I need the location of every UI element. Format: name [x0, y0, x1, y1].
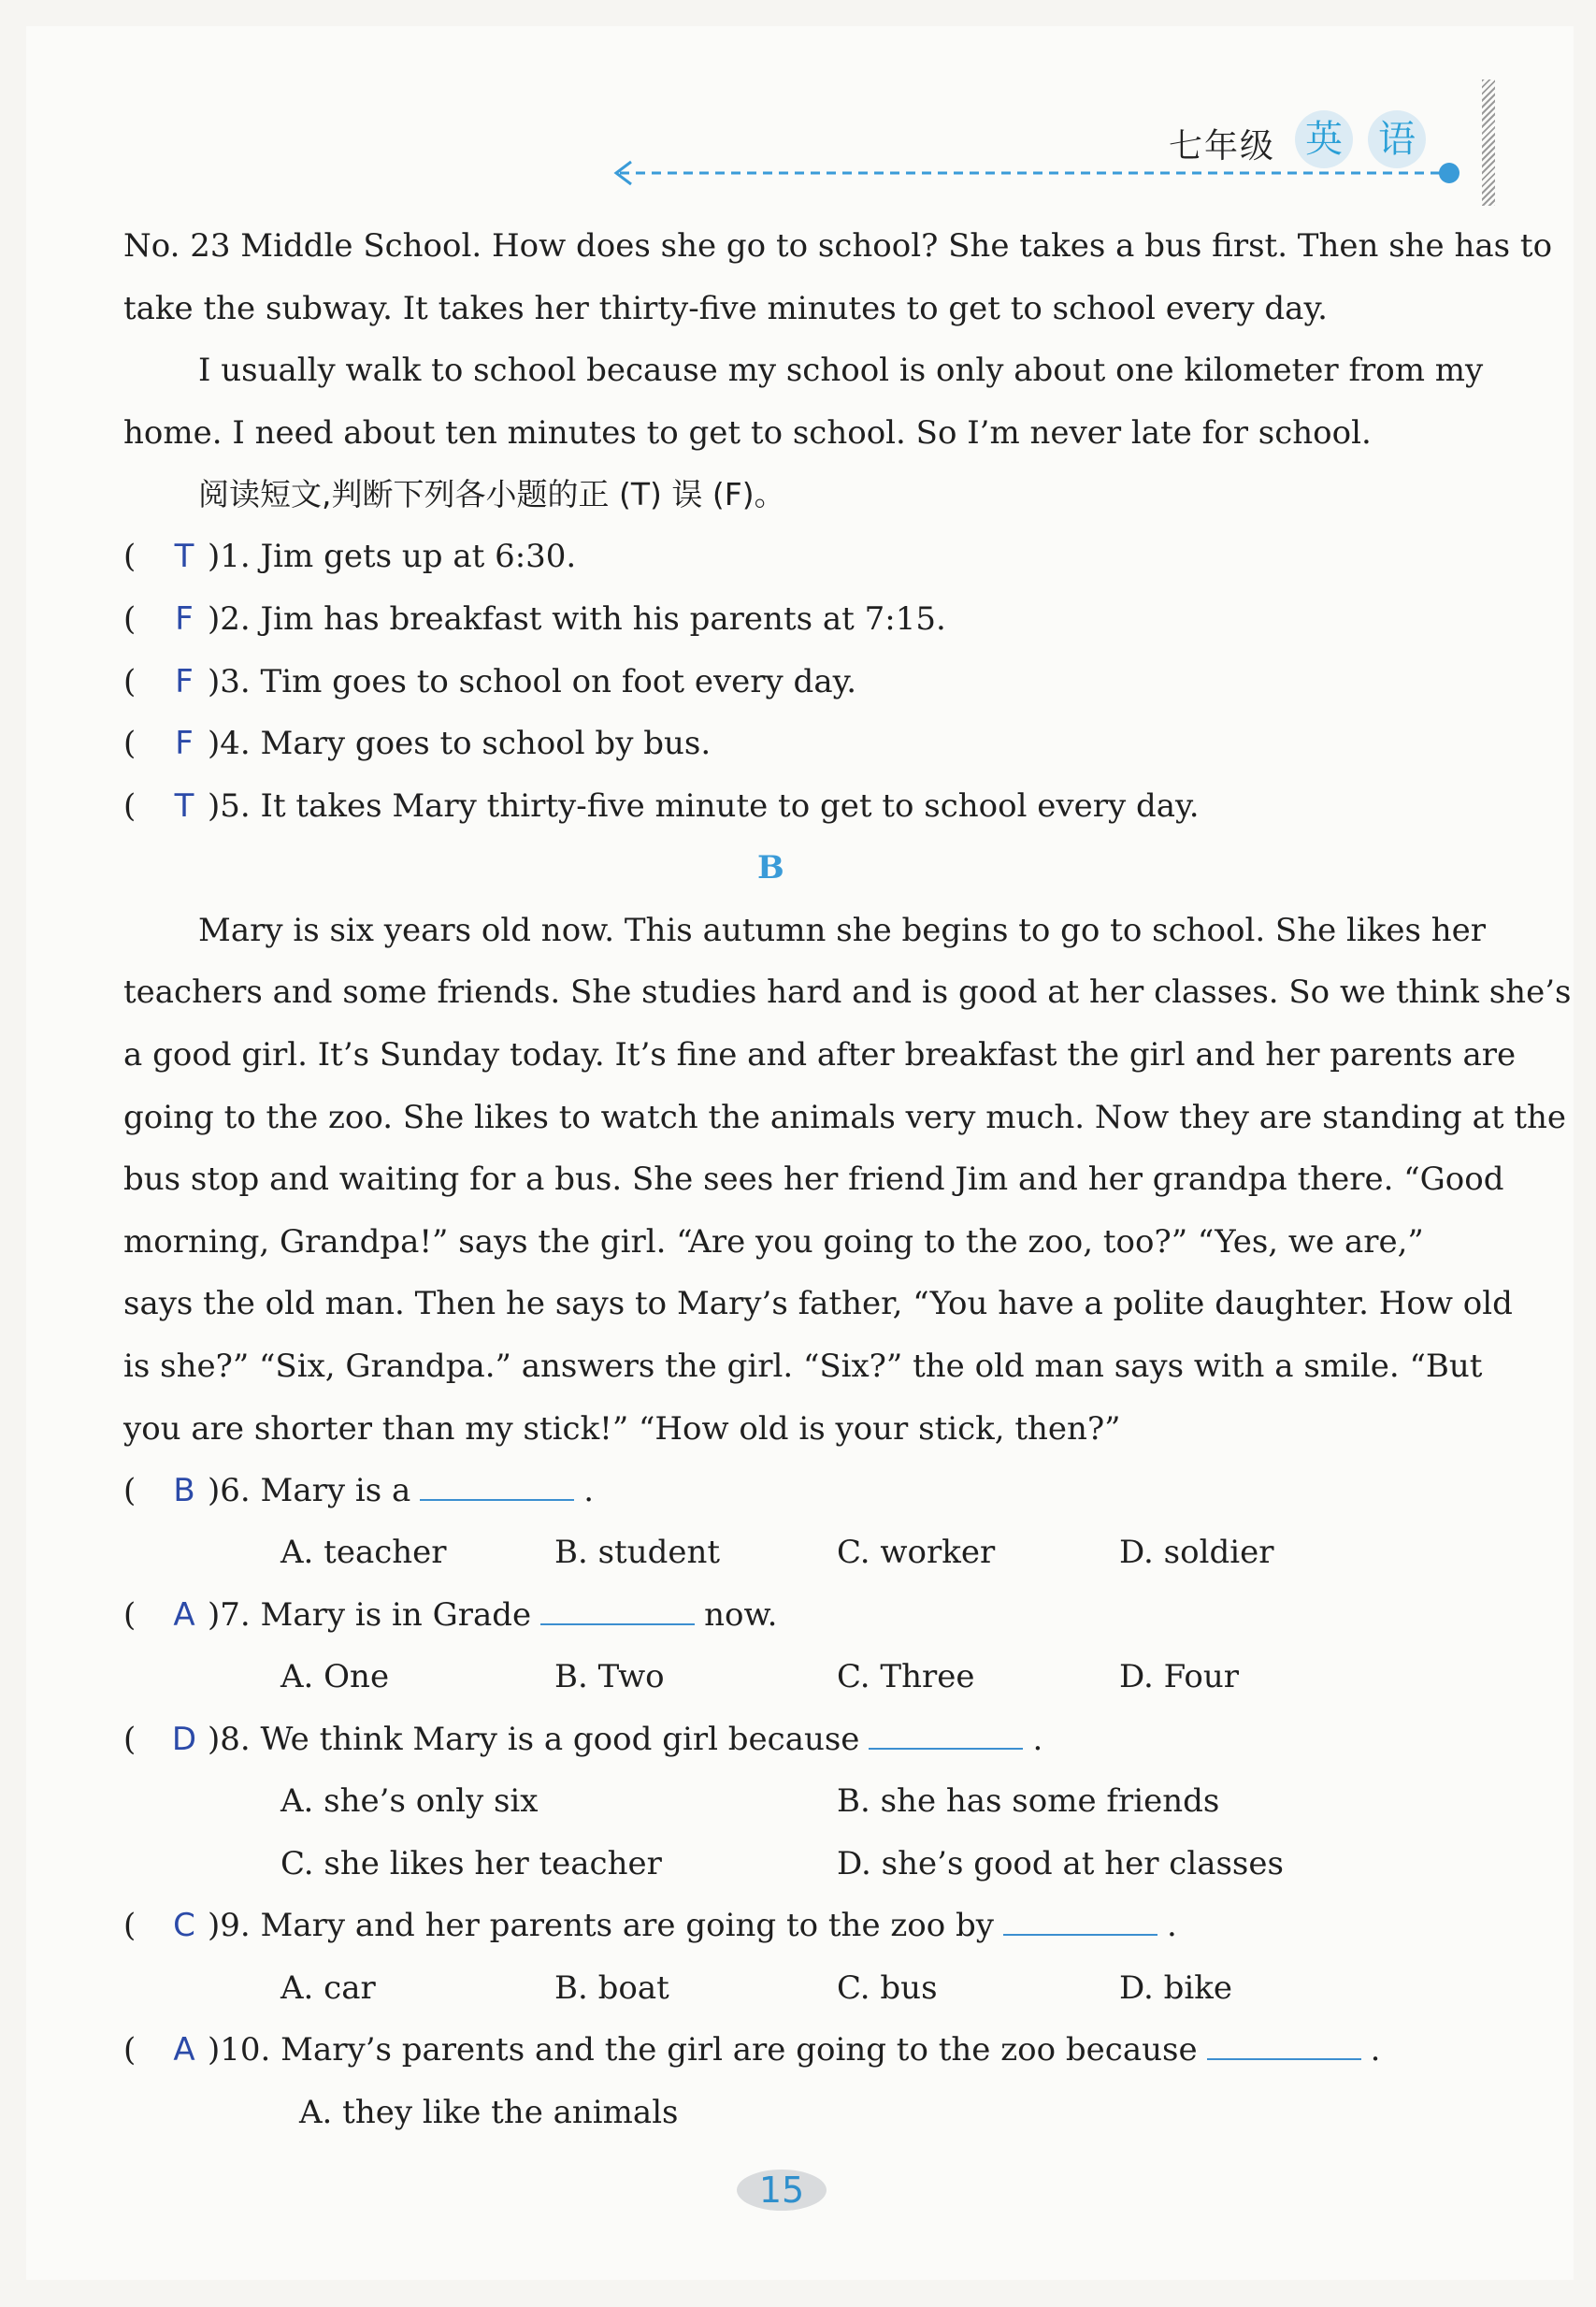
- question-text: )1. Jim gets up at 6:30.: [208, 538, 577, 575]
- section-b-title: B: [757, 849, 784, 887]
- question-tail: .: [1167, 1907, 1177, 1944]
- option: A. they like the animals: [299, 2094, 679, 2131]
- passage-b-line: is she?” “Six, Grandpa.” answers the girl. “Six?” the old man says with a smile. “But: [123, 1348, 1483, 1385]
- answer-mark: C: [173, 1907, 195, 1944]
- answer-mark: A: [173, 1596, 195, 1634]
- passage-b-line: teachers and some friends. She studies hard and is good at her classes. So we think she’s: [123, 973, 1572, 1011]
- option: A. One: [280, 1658, 390, 1695]
- answer-mark: A: [173, 2031, 195, 2069]
- passage-a-line: home. I need about ten minutes to get to school. So I’m never late for school.: [123, 414, 1372, 452]
- answer-blank: [869, 1722, 1023, 1750]
- passage-a-line: take the subway. It takes her thirty-five minutes to get to school every day.: [123, 290, 1328, 327]
- open-paren: (: [123, 2031, 137, 2069]
- question-tail: .: [1370, 2031, 1381, 2069]
- question-text: )8. We think Mary is a good girl because: [208, 1721, 860, 1758]
- option: B. boat: [554, 1969, 669, 2007]
- question-text: )4. Mary goes to school by bus.: [208, 725, 712, 762]
- option: C. Three: [837, 1658, 975, 1695]
- passage-a-line: I usually walk to school because my school is only about one kilometer from my: [198, 352, 1484, 389]
- answer-mark: F: [175, 725, 194, 762]
- answer-blank: [540, 1597, 695, 1625]
- option: B. student: [554, 1534, 721, 1571]
- question-text: )6. Mary is a: [208, 1472, 411, 1509]
- mc-question: [123, 1721, 1042, 1758]
- instruction-text: 阅读短文,判断下列各小题的正 (T) 误 (F)。: [198, 476, 785, 512]
- passage-b-line: a good girl. It’s Sunday today. It’s fine and after breakfast the girl and her parents are: [123, 1036, 1517, 1074]
- option: A. teacher: [280, 1534, 447, 1571]
- option: D. she’s good at her classes: [837, 1845, 1284, 1882]
- option: B. she has some friends: [837, 1782, 1220, 1820]
- passage-a-line: No. 23 Middle School. How does she go to school? She takes a bus first. Then she has to: [123, 227, 1553, 265]
- open-paren: (: [123, 725, 137, 762]
- open-paren: (: [123, 600, 137, 638]
- option: D. bike: [1119, 1969, 1233, 2007]
- option: D. soldier: [1119, 1534, 1274, 1571]
- open-paren: (: [123, 1907, 137, 1944]
- question-text: )7. Mary is in Grade: [208, 1596, 532, 1634]
- tf-question: [123, 787, 1200, 825]
- open-paren: (: [123, 787, 137, 825]
- subject-badge-2: 语: [1368, 110, 1426, 168]
- page-header: [0, 0, 1596, 215]
- question-text: )9. Mary and her parents are going to the zoo by: [208, 1907, 995, 1944]
- tf-question: [123, 538, 576, 575]
- answer-mark: B: [173, 1472, 195, 1509]
- passage-b-line: says the old man. Then he says to Mary’s father, “You have a polite daughter. How old: [123, 1285, 1513, 1322]
- open-paren: (: [123, 1596, 137, 1634]
- answer-blank: [420, 1473, 574, 1501]
- open-paren: (: [123, 663, 137, 700]
- option: C. worker: [837, 1534, 996, 1571]
- header-arrow-line: [612, 154, 1463, 192]
- mc-question: [123, 2031, 1380, 2069]
- option: C. she likes her teacher: [280, 1845, 662, 1882]
- option: B. Two: [554, 1658, 665, 1695]
- subject-badge-1: 英: [1295, 110, 1353, 168]
- passage-b-line: Mary is six years old now. This autumn she begins to go to school. She likes her: [198, 912, 1487, 949]
- tf-question: [123, 663, 856, 700]
- open-paren: (: [123, 1472, 137, 1509]
- question-text: )2. Jim has breakfast with his parents at 7:15.: [208, 600, 946, 638]
- question-text: )5. It takes Mary thirty-five minute to get to school every day.: [208, 787, 1200, 825]
- answer-blank: [1207, 2032, 1361, 2060]
- passage-b-line: morning, Grandpa!” says the girl. “Are you going to the zoo, too?” “Yes, we are,”: [123, 1223, 1424, 1261]
- tf-question: [123, 725, 711, 762]
- tf-question: [123, 600, 946, 638]
- answer-mark: F: [175, 600, 194, 638]
- question-tail: .: [583, 1472, 595, 1509]
- question-text: )3. Tim goes to school on foot every day.: [208, 663, 857, 700]
- passage-b-line: bus stop and waiting for a bus. She sees her friend Jim and her grandpa there. “Good: [123, 1161, 1504, 1198]
- answer-blank: [1003, 1908, 1157, 1936]
- passage-b-line: you are shorter than my stick!” “How old is your stick, then?”: [123, 1410, 1121, 1448]
- question-tail: .: [1032, 1721, 1043, 1758]
- decorative-stripe: [1482, 79, 1495, 206]
- question-tail: now.: [704, 1596, 778, 1634]
- open-paren: (: [123, 1721, 137, 1758]
- mc-question: [123, 1472, 594, 1509]
- passage-b-line: going to the zoo. She likes to watch the animals very much. Now they are standing at the: [123, 1099, 1566, 1136]
- answer-mark: T: [174, 787, 194, 825]
- page-number: 15: [737, 2170, 827, 2211]
- grade-label: 七年级: [1169, 127, 1276, 166]
- mc-question: [123, 1596, 777, 1634]
- open-paren: (: [123, 538, 137, 575]
- answer-mark: T: [174, 538, 194, 575]
- option: C. bus: [837, 1969, 938, 2007]
- mc-question: [123, 1907, 1177, 1944]
- option: A. she’s only six: [280, 1782, 539, 1820]
- question-text: )10. Mary’s parents and the girl are going to the zoo because: [208, 2031, 1198, 2069]
- option: A. car: [280, 1969, 376, 2007]
- answer-mark: D: [171, 1721, 197, 1758]
- option: D. Four: [1119, 1658, 1240, 1695]
- answer-mark: F: [175, 663, 194, 700]
